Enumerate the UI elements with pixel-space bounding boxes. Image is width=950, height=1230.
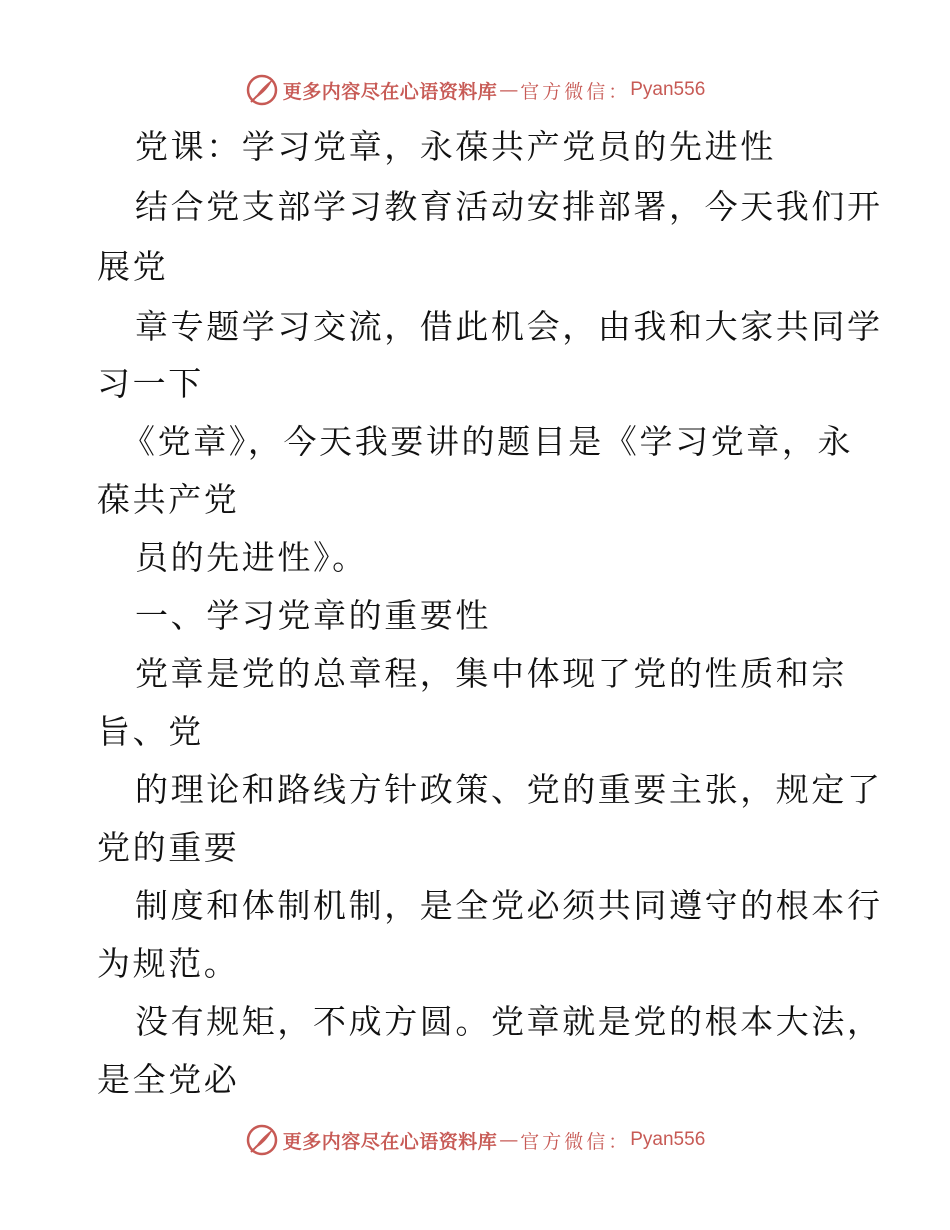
watermark-wechat-label: 官方微信： [520,1130,631,1153]
paragraph-line: 没有规矩，不成方圆。党章就是党的根本大法， [135,1002,883,1041]
watermark-wechat-id: Pyan556 [630,1129,706,1150]
paragraph-line: 结合党支部学习教育活动安排部署，今天我们开 [135,187,883,226]
watermark-text: 更多内容尽在心语资料库 [282,80,498,103]
quill-pen-logo-icon [245,1123,279,1157]
header-watermark [0,70,950,110]
paragraph-line: 展党 [97,247,169,286]
paragraph-line: 葆共产党 [97,480,240,519]
paragraph-line: 《党章》，今天我要讲的题目是《学习党章，永 [122,422,854,461]
paragraph-line: 旨、党 [97,712,204,751]
paragraph-line: 习一下 [97,364,204,403]
paragraph-line: 员的先进性》。 [135,538,368,577]
watermark-dash: — [499,79,519,101]
footer-watermark [0,1120,950,1160]
document-title: 党课：学习党章，永葆共产党员的先进性 [135,127,776,166]
paragraph-line: 党章是党的总章程，集中体现了党的性质和宗 [135,654,847,693]
watermark-wechat-id: Pyan556 [630,79,706,100]
paragraph-line: 章专题学习交流，借此机会，由我和大家共同学 [135,307,883,346]
paragraph-line: 党的重要 [97,828,240,867]
quill-pen-logo-icon [245,73,279,107]
watermark-text: 更多内容尽在心语资料库 [282,1130,498,1153]
watermark-dash: — [499,1129,519,1151]
paragraph-line: 是全党必 [97,1060,240,1099]
paragraph-line: 制度和体制机制，是全党必须共同遵守的根本行 [135,886,883,925]
watermark-wechat-label: 官方微信： [520,80,631,103]
paragraph-line: 的理论和路线方针政策、党的重要主张，规定了 [135,770,883,809]
paragraph-line: 为规范。 [97,944,240,983]
section-heading: 一、学习党章的重要性 [135,596,491,635]
